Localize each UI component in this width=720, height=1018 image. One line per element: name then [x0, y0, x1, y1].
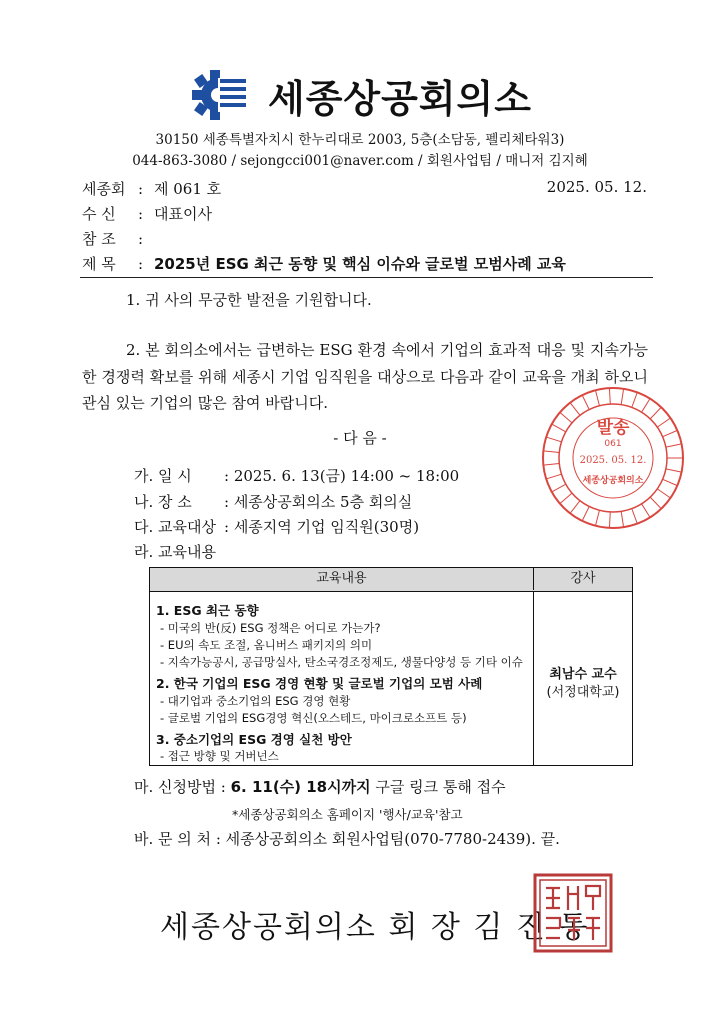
section-bullet: - 접근 방향 및 거버넌스	[160, 749, 279, 763]
lecturer-affiliation: (서정대학교)	[546, 685, 620, 700]
address-line: 30150 세종특별자치시 한누리대로 2003, 5층(소담동, 펠리체타워3)	[155, 132, 565, 148]
colon: :	[138, 230, 144, 248]
homepage-note: *세종상공회의소 홈페이지 '행사/교육'참고	[232, 807, 463, 822]
stamp-tick	[552, 424, 566, 432]
dispatch-stamp-icon	[538, 383, 688, 533]
doc-number-value: 제 061 호	[154, 180, 222, 198]
subject-value: 2025년 ESG 최근 동향 및 핵심 이슈와 글로벌 모범사례 교육	[154, 255, 566, 273]
stamp-tick	[666, 444, 682, 447]
course-table	[149, 567, 633, 766]
section-title: 3. 중소기업의 ESG 경영 실천 방안	[156, 732, 352, 747]
target-value: : 세종지역 기업 임직원(30명)	[224, 518, 420, 536]
stamp-number: 061	[604, 439, 622, 449]
org-name-title: 세종상공회의소	[268, 77, 532, 121]
stamp-tick	[657, 418, 670, 427]
stamp-org: 세종상공회의소	[582, 476, 644, 486]
details-heading: - 다 음 -	[333, 429, 387, 447]
application-deadline: 6. 11(수) 18시까지	[230, 778, 371, 796]
datetime-value: : 2025. 6. 13(금) 14:00 ~ 18:00	[224, 467, 460, 485]
stamp-tick	[570, 403, 580, 416]
stamp-tick	[582, 395, 589, 409]
subject-divider	[80, 277, 653, 278]
item-venue	[134, 491, 412, 512]
stamp-tick	[546, 474, 561, 479]
stamp-tick	[663, 479, 678, 485]
stamp-tick	[663, 430, 678, 436]
document-date: 2025. 05. 12.	[546, 178, 647, 196]
item-target	[134, 516, 419, 537]
section-bullet: - 글로벌 기업의 ESG경영 혁신(오스테드, 마이크로소프트 등)	[160, 711, 467, 725]
stamp-tick	[552, 484, 566, 492]
lecturer-name: 최남수 교수	[549, 667, 617, 682]
doc-number-label: 세종회	[82, 180, 126, 198]
item-content-label: 라. 교육내용	[134, 543, 216, 561]
stamp-tick	[657, 489, 670, 498]
recipient-label: 수 신	[82, 205, 116, 223]
reference-row	[82, 228, 154, 249]
table-header-row	[150, 568, 632, 592]
stamp-tick	[543, 463, 559, 465]
contact-line: 044-863-3080 / sejongcci001@naver.com / 회원사업팀 / 매니저 김지혜	[132, 153, 588, 169]
paragraph-2: 2. 본 회의소에서는 급변하는 ESG 환경 속에서 기업의 효과적 대응 및 지속가능한 경쟁력 확보를 위해 세종시 기업 임직원을 대상으로 다음과 같이 교육을 개최 하오니 관심 있는 기업의 많은 참여 바랍니다.	[82, 341, 648, 412]
colon: :	[138, 180, 144, 198]
official-seal-icon	[532, 872, 614, 954]
reference-label: 참 조	[82, 230, 116, 248]
stamp-tick	[666, 469, 682, 472]
stamp-date: 2025. 05. 12.	[579, 455, 647, 466]
datetime-label: 가. 일 시	[134, 467, 192, 485]
document-number-row	[82, 178, 221, 199]
stamp-tick	[642, 504, 650, 518]
stamp-tick	[632, 392, 638, 407]
table-header-lecturer: 강사	[570, 571, 596, 586]
venue-label: 나. 장 소	[134, 493, 192, 511]
subject-label: 제 목	[82, 255, 116, 273]
stamp-tick	[582, 506, 589, 520]
paragraph-1: 1. 귀 사의 무궁한 발전을 기원합니다.	[126, 291, 372, 309]
table-lecturer-cell	[534, 592, 632, 765]
section-bullet: - EU의 속도 조절, 옴니버스 패키지의 의미	[160, 638, 373, 652]
colon: :	[138, 255, 144, 273]
stamp-tick	[632, 509, 638, 524]
stamp-tick	[650, 407, 661, 419]
stamp-tick	[609, 512, 610, 528]
stamp-tick	[560, 412, 572, 422]
item-datetime	[134, 465, 459, 486]
stamp-tick	[543, 451, 559, 453]
stamp-tick	[595, 510, 599, 525]
section-title: 1. ESG 최근 동향	[156, 603, 259, 618]
section-bullet: - 미국의 반(反) ESG 정책은 어디로 가는가?	[160, 621, 381, 635]
stamp-tick	[609, 388, 610, 404]
stamp-tick	[650, 497, 661, 509]
stamp-tick	[621, 511, 623, 527]
stamp-tick	[570, 501, 580, 514]
stamp-label: 발송	[596, 418, 630, 438]
stamp-tick	[595, 390, 599, 405]
item-inquiry	[134, 828, 560, 849]
signature-line: 세종상공회의소 회 장 김 진 동	[160, 910, 590, 945]
section-title: 2. 한국 기업의 ESG 경영 현황 및 글로벌 기업의 모범 사례	[156, 676, 483, 691]
venue-value: : 세종상공회의소 5층 회의실	[224, 493, 413, 511]
stamp-tick	[642, 399, 650, 413]
table-content-cell	[150, 592, 534, 765]
recipient-row	[82, 203, 212, 224]
stamp-tick	[546, 437, 561, 442]
inquiry-value: : 세종상공회의소 회원사업팀(070-7780-2439). 끝.	[215, 830, 560, 848]
subject-row	[82, 253, 566, 274]
section-bullet: - 지속가능공시, 공급망실사, 탄소국경조정제도, 생물다양성 등 기타 이슈	[160, 655, 523, 669]
inquiry-label: 바. 문 의 처	[134, 830, 212, 848]
table-header-content: 교육내용	[150, 568, 534, 590]
section-bullet: - 대기업과 중소기업의 ESG 경영 현황	[160, 694, 351, 708]
item-application	[134, 776, 506, 797]
colon: :	[138, 205, 144, 223]
recipient-value: 대표이사	[154, 205, 212, 223]
stamp-tick	[621, 389, 623, 405]
stamp-tick	[560, 493, 572, 503]
target-label: 다. 교육대상	[134, 518, 216, 536]
application-label: 마. 신청방법 :	[134, 778, 226, 796]
gear-logo-icon	[188, 68, 248, 122]
application-method: 구글 링크 통해 접수	[375, 778, 506, 796]
